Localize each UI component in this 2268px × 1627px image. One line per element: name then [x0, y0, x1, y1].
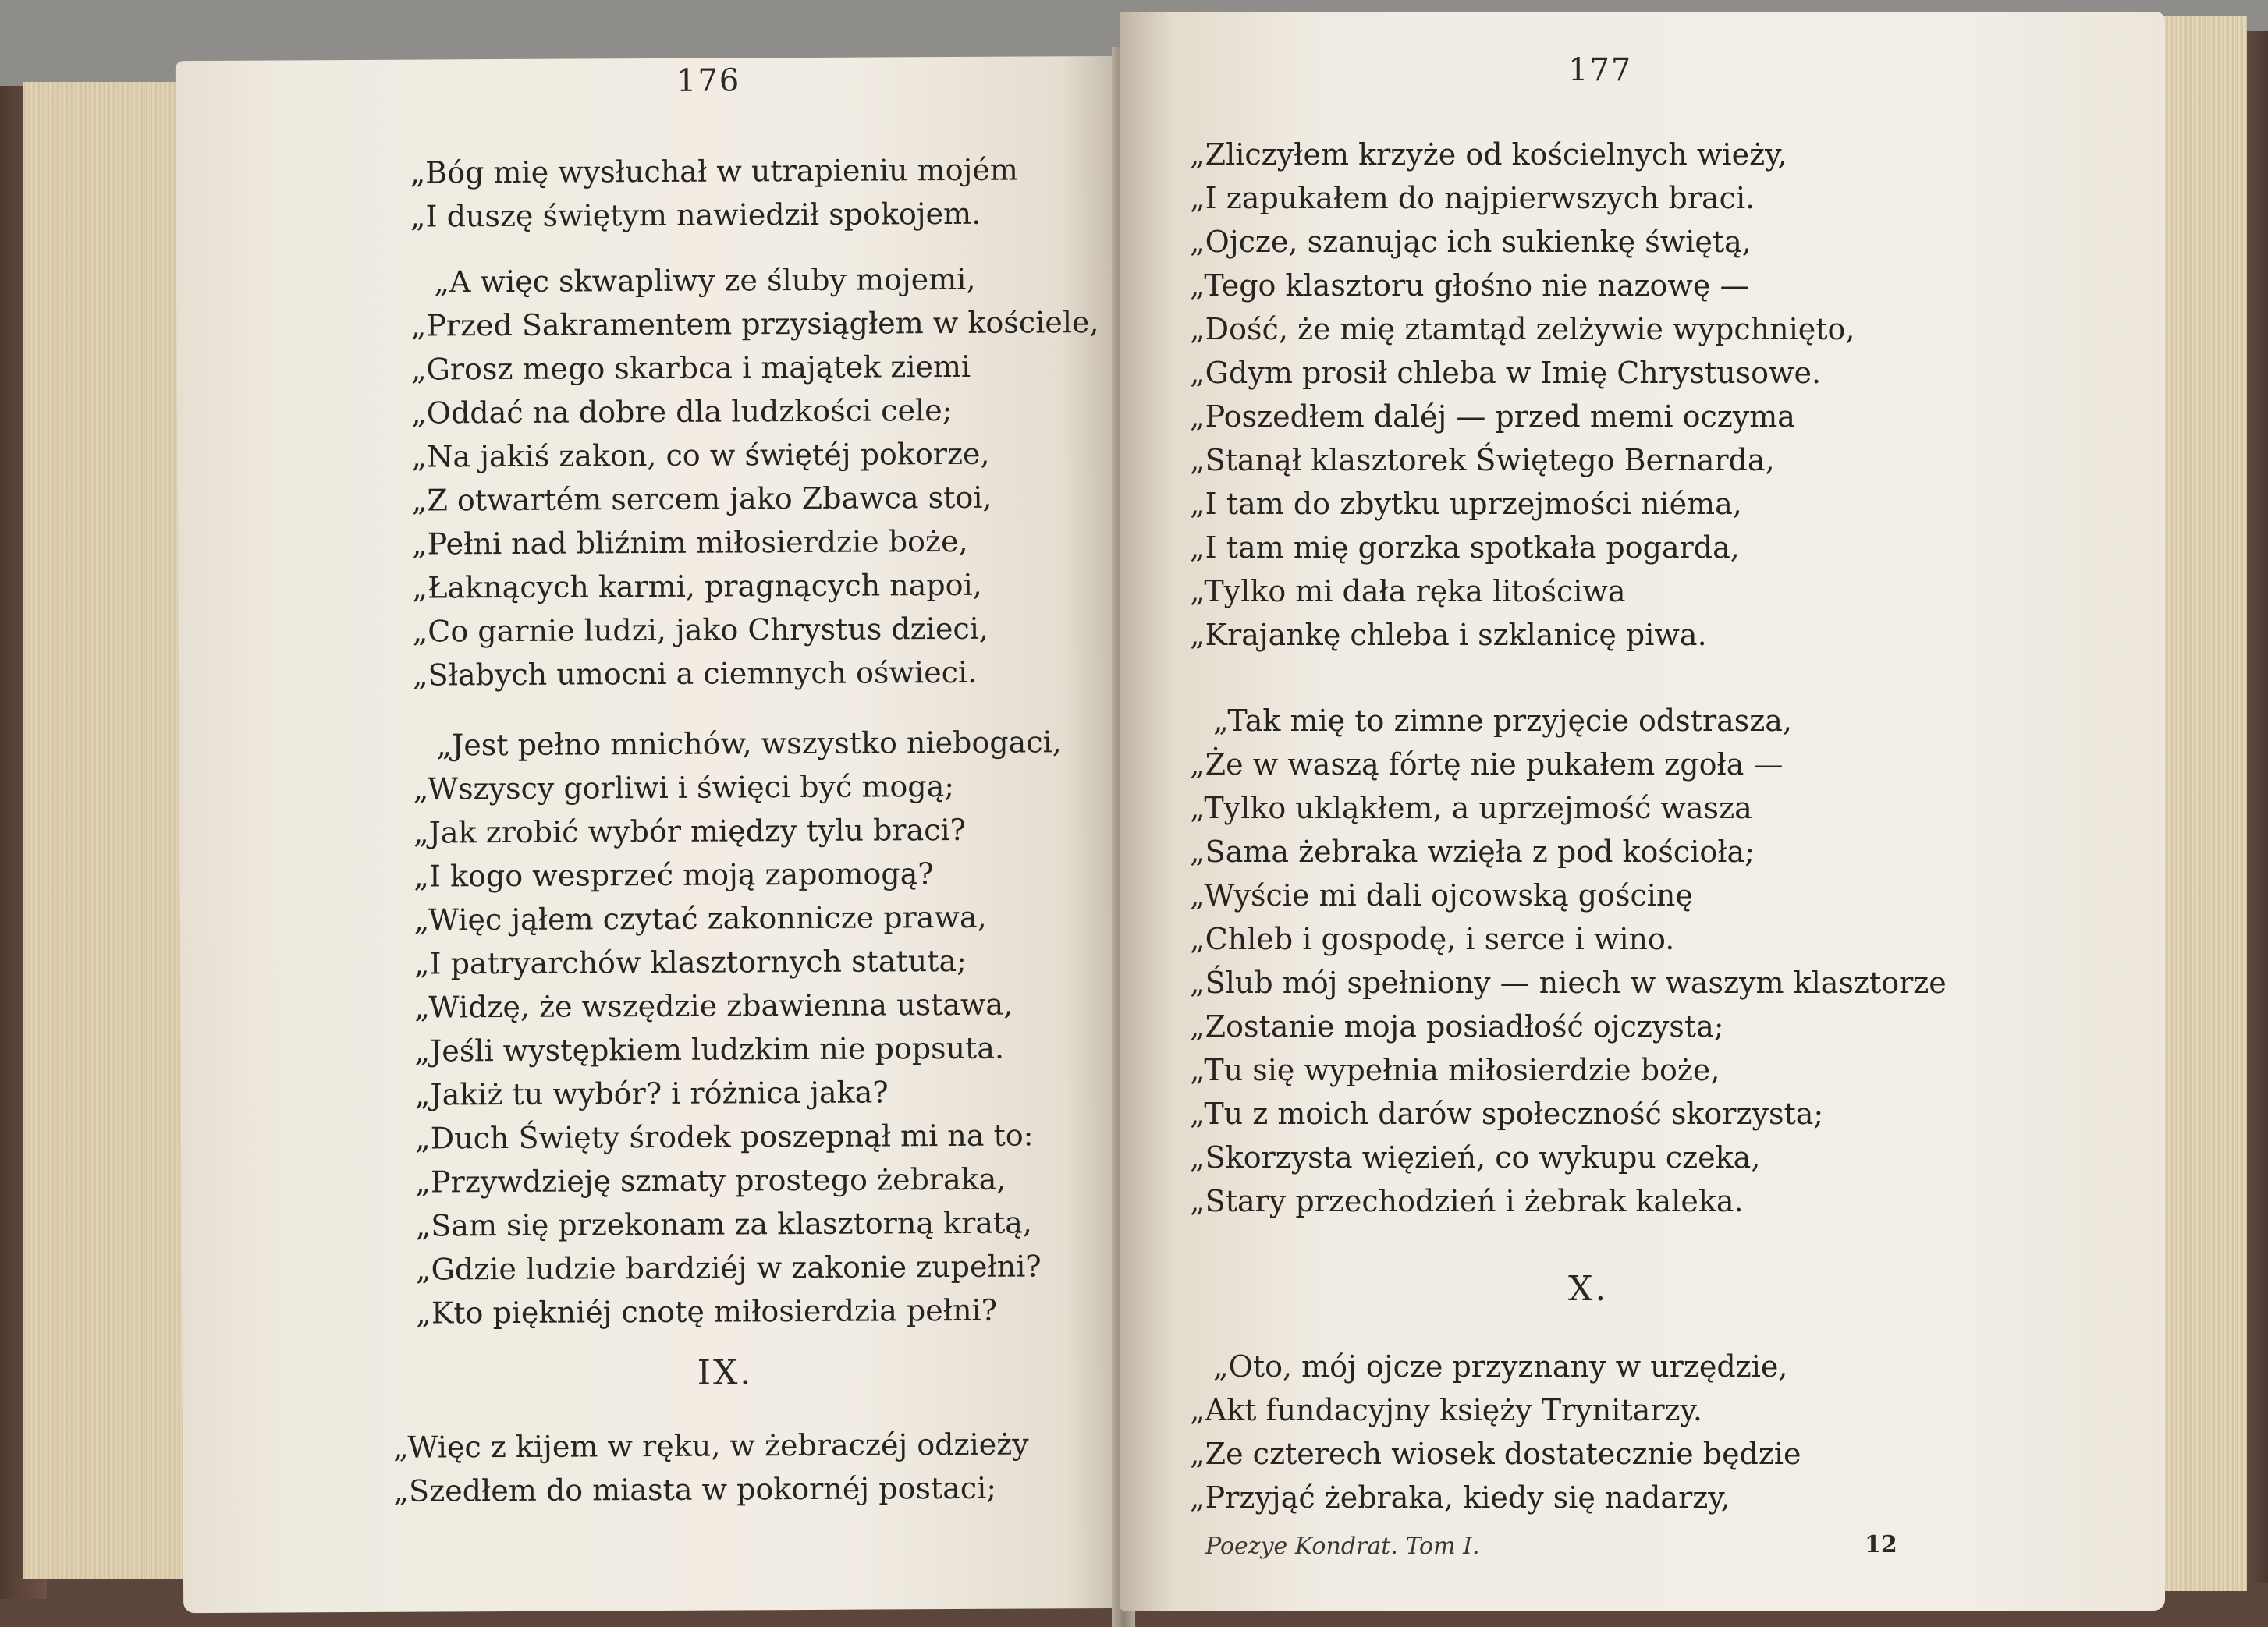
verse-line: „Grosz mego skarbca i majątek ziemi: [410, 349, 971, 387]
printer-signature: 12: [1865, 1531, 1897, 1558]
verse-line: „I tam mię gorzka spotkała pogarda,: [1190, 530, 1740, 565]
verse-line: „Tego klasztoru głośno nie nazowę —: [1190, 268, 1750, 303]
right-page-number: 177: [1568, 52, 1633, 88]
verse-line: „Tu z moich darów społeczność skorzysta;: [1190, 1097, 1824, 1131]
verse-line: „Zostanie moja posiadłość ojczysta;: [1190, 1009, 1724, 1044]
verse-line: „A więc skwapliwy ze śluby mojemi,: [434, 261, 976, 300]
left-page: [176, 56, 1135, 1613]
verse-line: „Przed Sakramentem przysiągłem w kościele,: [410, 305, 1099, 343]
verse-line: „Widzę, że wszędzie zbawienna ustawa,: [414, 987, 1013, 1025]
verse-line: „Słabych umocni a ciemnych oświeci.: [412, 654, 978, 693]
verse-line: „I duszę świętym nawiedził spokojem.: [410, 196, 981, 234]
verse-line: „Gdzie ludzie bardziéj w zakonie zupełni?: [415, 1249, 1042, 1287]
verse-line: „Co garnie ludzi, jako Chrystus dzieci,: [412, 611, 989, 649]
verse-line: „I zapukałem do najpierwszych braci.: [1190, 181, 1755, 215]
verse-line: „Krajankę chleba i szklanicę piwa.: [1190, 618, 1707, 652]
verse-line: „Przyjąć żebraka, kiedy się nadarzy,: [1190, 1480, 1730, 1515]
verse-line: „Ojcze, szanując ich sukienkę świętą,: [1190, 225, 1752, 259]
verse-line: „Jeśli występkiem ludzkim nie popsuta.: [414, 1030, 1005, 1069]
verse-line: „Wszyscy gorliwi i święci być mogą;: [413, 768, 955, 806]
verse-line: „Gdym prosił chleba w Imię Chrystusowe.: [1190, 356, 1822, 390]
verse-line: „Pełni nad bliźnim miłosierdzie boże,: [411, 523, 968, 562]
verse-line: „Duch Święty środek poszepnął mi na to:: [414, 1118, 1034, 1156]
verse-line: „Skorzysta więzień, co wykupu czeka,: [1190, 1140, 1761, 1175]
verse-line: „I patryarchów klasztornych statuta;: [413, 943, 967, 981]
verse-line: „Szedłem do miasta w pokornéj postaci;: [393, 1470, 997, 1508]
verse-line: „Jak zrobić wybór między tylu braci?: [413, 812, 967, 850]
section-heading-x: X.: [1568, 1269, 1609, 1309]
verse-line: „Stary przechodzień i żebrak kaleka.: [1190, 1184, 1744, 1218]
verse-line: „Z otwartém sercem jako Zbawca stoi,: [411, 480, 992, 518]
verse-line: „Kto piękniéj cnotę miłosierdzia pełni?: [416, 1292, 998, 1331]
verse-line: „Tylko ukląkłem, a uprzejmość wasza: [1190, 791, 1752, 825]
verse-line: „Tu się wypełnia miłosierdzie boże,: [1190, 1053, 1720, 1087]
verse-line: „Ze czterech wiosek dostatecznie będzie: [1190, 1437, 1801, 1471]
verse-line: „Akt fundacyjny księży Trynitarzy.: [1190, 1393, 1703, 1427]
verse-line: „I tam do zbytku uprzejmości niéma,: [1190, 487, 1742, 521]
section-heading-ix: IX.: [697, 1352, 754, 1393]
footer-title: Poezye Kondrat. Tom I.: [1205, 1533, 1480, 1560]
verse-line: „Sama żebraka wzięła z pod kościoła;: [1190, 835, 1755, 869]
verse-line: „Dość, że mię ztamtąd zelżywie wypchnięto,: [1190, 312, 1855, 346]
verse-line: „Oto, mój ojcze przyznany w urzędzie,: [1213, 1349, 1788, 1384]
verse-line: „Łaknących karmi, pragnących napoi,: [412, 567, 982, 605]
verse-line: „Poszedłem daléj — przed memi oczyma: [1190, 399, 1795, 434]
verse-line: „Tylko mi dała ręka litościwa: [1190, 574, 1626, 608]
verse-line: „Ślub mój spełniony — niech w waszym klasztorze: [1190, 966, 1947, 1000]
verse-line: „Na jakiś zakon, co w świętéj pokorze,: [411, 436, 990, 474]
verse-line: „Więc jąłem czytać zakonnicze prawa,: [413, 899, 987, 938]
left-page-number: 176: [676, 62, 741, 99]
verse-line: „I kogo wesprzeć moją zapomogą?: [413, 856, 934, 894]
verse-line: „Stanął klasztorek Świętego Bernarda,: [1190, 443, 1775, 477]
verse-line: „Że w waszą fórtę nie pukałem zgoła —: [1190, 747, 1784, 782]
verse-line: „Przywdzieję szmaty prostego żebraka,: [415, 1161, 1006, 1200]
verse-line: „Bóg mię wysłuchał w utrapieniu mojém: [410, 152, 1018, 190]
verse-line: „Tak mię to zimne przyjęcie odstrasza,: [1213, 704, 1793, 738]
verse-line: „Oddać na dobre dla ludzkości cele;: [411, 393, 953, 431]
verse-line: „Więc z kijem w ręku, w żebraczéj odzieży: [392, 1427, 1029, 1465]
verse-line: „Jakiż tu wybór? i różnica jaka?: [414, 1075, 889, 1112]
verse-line: „Jest pełno mnichów, wszystko niebogaci,: [436, 725, 1062, 763]
verse-line: „Wyście mi dali ojcowską gościnę: [1190, 878, 1693, 913]
verse-line: „Chleb i gospodę, i serce i wino.: [1190, 922, 1675, 956]
right-page: [1120, 12, 2165, 1611]
verse-line: „Zliczyłem krzyże od kościelnych wieży,: [1190, 137, 1787, 172]
verse-line: „Sam się przekonam za klasztorną kratą,: [415, 1205, 1033, 1243]
